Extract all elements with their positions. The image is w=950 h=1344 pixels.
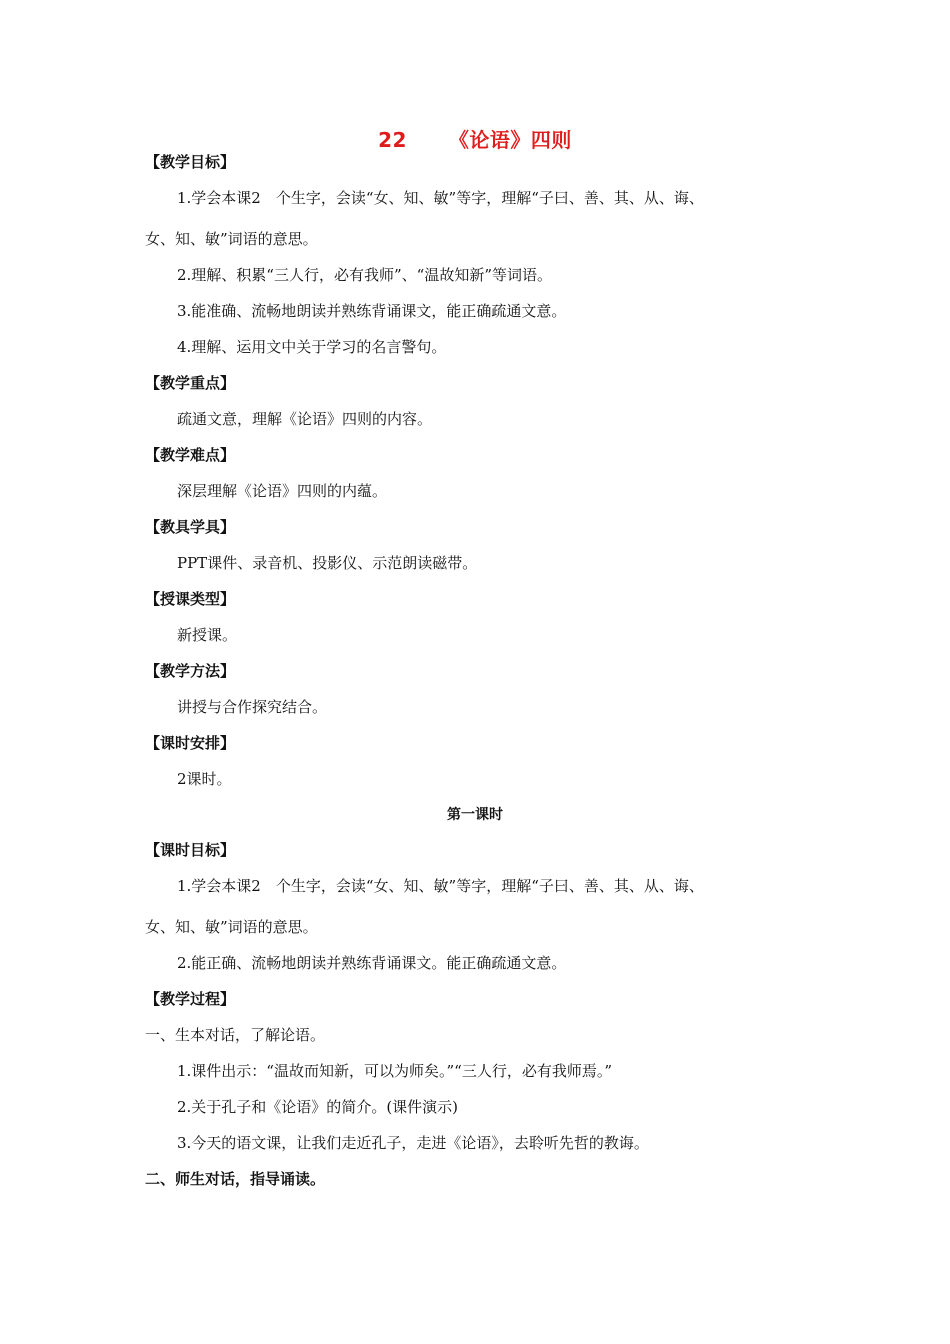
difficulty-heading: 【教学难点】 [145,446,236,464]
lesson-goal-2: 2.能正确、流畅地朗读并熟练背诵课文。能正确疏通文意。 [177,954,567,972]
step-1-2: 2.关于孔子和《论语》的简介。(课件演示) [177,1098,459,1116]
lesson-goal-1-line-b: 女、知、敏”词语的意思。 [145,918,318,936]
schedule-text: 2课时。 [177,770,232,788]
lesson-1-title: 第一课时 [447,807,503,823]
lesson-number: 22 [378,128,407,152]
goal-1-line-a: 1.学会本课2 个生字，会读“女、知、敏”等字，理解“子曰、善、其、从、诲、 [177,189,704,207]
method-text: 讲授与合作探究结合。 [177,698,328,716]
step-1-1: 1.课件出示：“温故而知新，可以为师矣。”“三人行，必有我师焉。” [177,1062,612,1080]
focus-text: 疏通文意，理解《论语》四则的内容。 [177,410,433,428]
lesson-goals-heading: 【课时目标】 [145,841,236,859]
goal-4: 4.理解、运用文中关于学习的名言警句。 [177,338,447,356]
step-2: 二、师生对话，指导诵读。 [145,1170,326,1188]
difficulty-text: 深层理解《论语》四则的内蕴。 [177,482,388,500]
tools-heading: 【教具学具】 [145,518,236,536]
lesson-title: 《论语》四则 [448,128,572,152]
goal-2: 2.理解、积累“三人行，必有我师”、“温故知新”等词语。 [177,266,552,284]
schedule-heading: 【课时安排】 [145,734,236,752]
tools-text: PPT课件、录音机、投影仪、示范朗读磁带。 [177,554,478,572]
method-heading: 【教学方法】 [145,662,236,680]
goal-3: 3.能准确、流畅地朗读并熟练背诵课文，能正确疏通文意。 [177,302,567,320]
step-1-3: 3.今天的语文课，让我们走近孔子，走进《论语》，去聆听先哲的教诲。 [177,1134,649,1152]
focus-heading: 【教学重点】 [145,374,236,392]
process-heading: 【教学过程】 [145,990,236,1008]
goals-heading: 【教学目标】 [145,153,236,171]
type-text: 新授课。 [177,626,238,644]
page-title [0,124,950,153]
lesson-goal-1-line-a: 1.学会本课2 个生字，会读“女、知、敏”等字，理解“子曰、善、其、从、诲、 [177,877,704,895]
goal-1-line-b: 女、知、敏”词语的意思。 [145,230,318,248]
type-heading: 【授课类型】 [145,590,236,608]
step-1: 一、生本对话，了解论语。 [145,1026,326,1044]
